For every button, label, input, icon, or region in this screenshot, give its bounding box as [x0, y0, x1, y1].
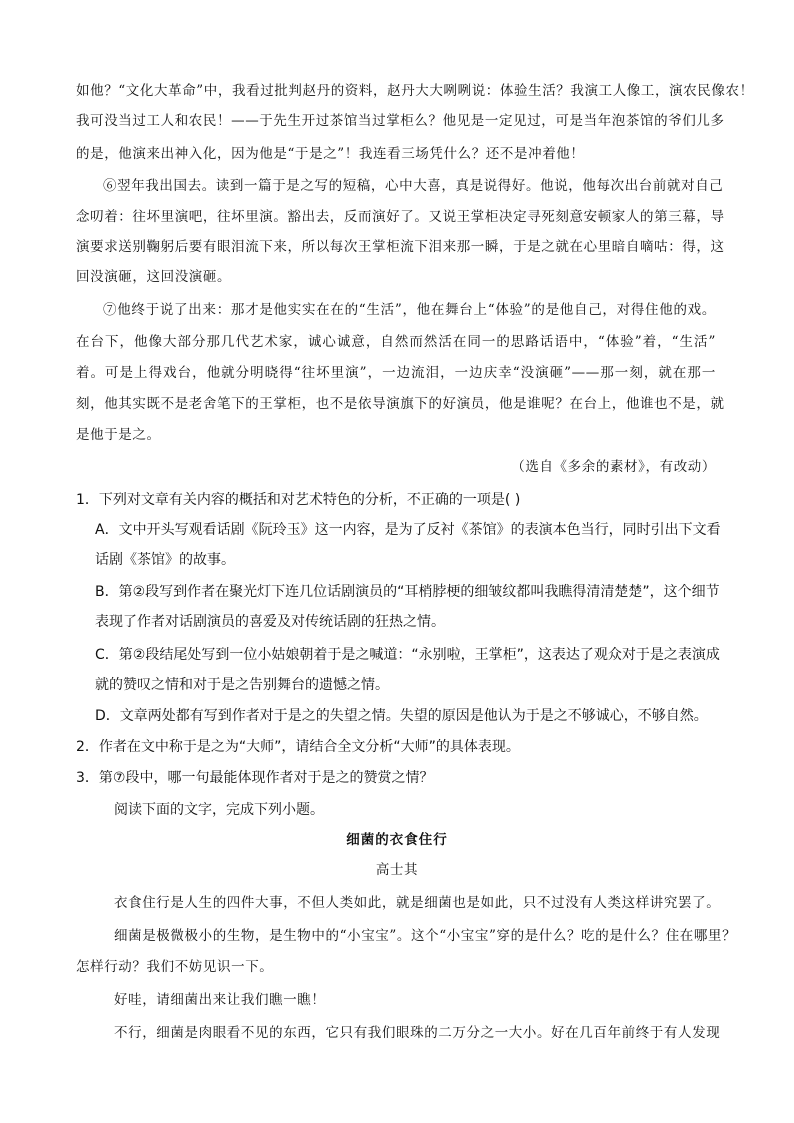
question-1-option-a-cont: 话剧《茶馆》的故事。 [95, 552, 235, 568]
passage-2-para-2-line: 怎样行动？我们不妨见识一下。 [76, 959, 274, 975]
passage-2-para-4: 不行，细菌是肉眼看不见的东西，它只有我们眼珠的二万分之一大小。好在几百年前终于有人发现 [114, 1025, 721, 1041]
paragraph-6-line: 演要求送别鞠躬后要有眼泪流下来，所以每次王掌柜流下泪来那一瞬，于是之就在心里暗自嘀咕：得，这 [76, 239, 725, 255]
passage-2-para-3: 好哇，请细菌出来让我们瞧一瞧！ [114, 992, 326, 1008]
question-1-stem: 1．下列对文章有关内容的概括和对艺术特色的分析，不正确的一项是( ) [76, 492, 521, 508]
passage-line: 我可没当过工人和农民！——于先生开过茶馆当过掌柜么？他见是一定见过，可是当年泡茶馆的爷们儿多 [76, 113, 725, 129]
paragraph-7-line: 在台下，他像大部分那几代艺术家，诚心诚意，自然而然活在同一的思路话语中，“体验”着，“生活” [76, 334, 716, 350]
question-1-option-b: B．第②段写到作者在聚光灯下连几位话剧演员的“耳梢脖梗的细皱纹都叫我瞧得清清楚楚”，这个细节 [95, 584, 720, 600]
paragraph-6-line: 回没演砸，这回没演砸。 [76, 269, 232, 285]
passage-2-title: 细菌的衣食住行 [346, 832, 448, 848]
question-1-option-b-cont: 表现了作者对话剧演员的喜爱及对传统话剧的狂热之情。 [95, 614, 445, 630]
passage-2-para-2-line: 细菌是极微极小的生物，是生物中的“小宝宝”。这个“小宝宝”穿的是什么？吃的是什么？住在哪里？ [114, 928, 737, 944]
question-1-option-a: A．文中开头写观看话剧《阮玲玉》这一内容，是为了反衬《茶馆》的表演本色当行，同时引出下文看 [95, 522, 721, 538]
source-citation: （选自《多余的素材》，有改动） [511, 459, 716, 475]
paragraph-7-line: 刻，他其实既不是老舍笔下的王掌柜，也不是依导演旗下的好演员，他是谁呢？在台上，他谁也不是，就 [76, 396, 725, 412]
paragraph-7-line: 是他于是之。 [76, 427, 161, 443]
question-1-option-c-cont: 就的赞叹之情和对于是之告别舞台的遗憾之情。 [95, 677, 389, 693]
question-2: 2．作者在文中称于是之为“大师”，请结合全文分析“大师”的具体表现。 [76, 739, 520, 755]
paragraph-7-line: 着。可是上得戏台，他就分明晓得“往坏里演”，一边流泪，一边庆幸“没演砸”——那一刻，就在那一 [76, 365, 716, 381]
paragraph-7-line: ⑦他终于说了出来：那才是他实实在在的“生活”，他在舞台上“体验”的是他自己，对得住他的戏。 [103, 302, 716, 318]
passage-2-para-1: 衣食住行是人生的四件大事，不但人类如此，就是细菌也是如此，只不过没有人类这样讲究罢了。 [114, 895, 721, 911]
question-3: 3．第⑦段中，哪一句最能体现作者对于是之的赞赏之情？ [76, 770, 434, 786]
question-1-option-d: D．文章两处都有写到作者对于是之的失望之情。失望的原因是他认为于是之不够诚心，不够自然。 [95, 708, 708, 724]
passage-2-author: 高士其 [375, 862, 419, 878]
reading-instruction: 阅读下面的文字，完成下列小题。 [114, 802, 324, 818]
question-1-option-c: C．第②段结尾处写到一位小姑娘朝着于是之喊道：“永别啦，王掌柜”，这表达了观众对于是之表演成 [95, 647, 720, 663]
passage-line: 的是，他演来出神入化，因为他是“于是之”！我连看三场凭什么？还不是冲着他！ [76, 146, 585, 162]
passage-line: 如他？“文化大革命”中，我看过批判赵丹的资料，赵丹大大咧咧说：体验生活？我演工人像工，演农民像农！ [76, 83, 754, 99]
paragraph-6-line: 念叨着：往坏里演吧，往坏里演。豁出去，反而演好了。又说王掌柜决定寻死刻意安顿家人的第三幕，导 [76, 209, 725, 225]
paragraph-6-line: ⑥翌年我出国去。读到一篇于是之写的短稿，心中大喜，真是说得好。他说，他每次出台前就对自己 [103, 178, 724, 194]
